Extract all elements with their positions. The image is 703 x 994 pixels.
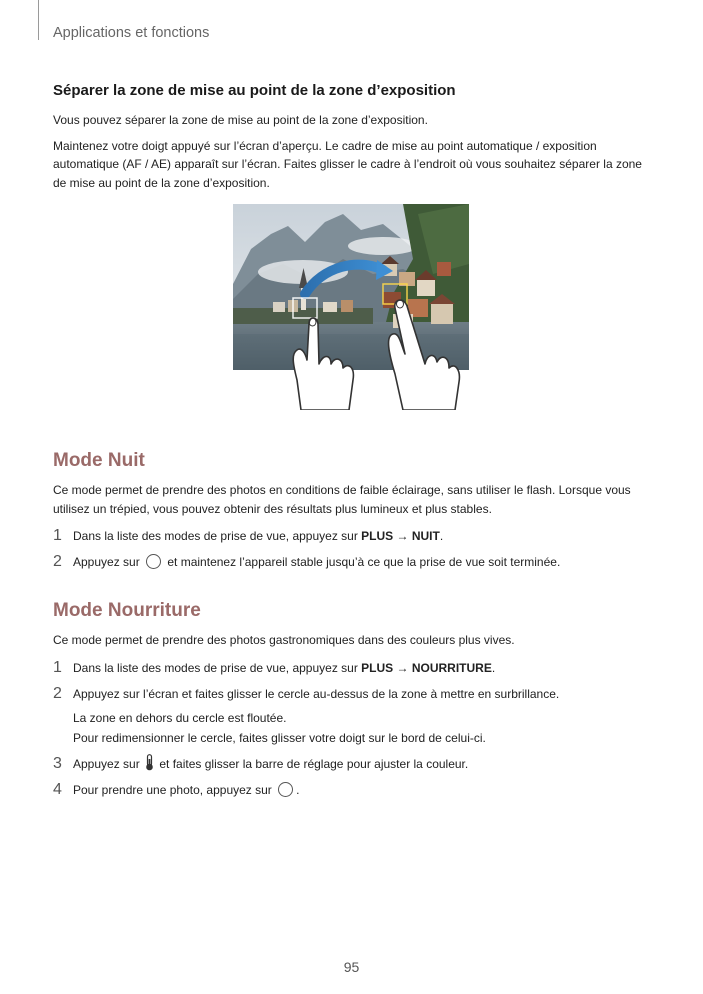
page-header: Applications et fonctions	[53, 25, 210, 41]
finger-gesture-drawing	[233, 204, 473, 410]
focus-section-para-2: Maintenez votre doigt appuyé sur l’écran d’aperçu. Le cadre de mise au point automatique / exposition automatique (AF / AE) apparaît sur l’écran. Faites glisser le cadre à l’endroit où vous souhaitez séparer la zone de mise au point de la zone d’exposition.	[53, 138, 642, 190]
page-number: 95	[343, 959, 360, 975]
step-number: 3	[53, 754, 62, 772]
focus-exposure-illustration	[233, 204, 473, 410]
night-step-2: 2 Appuyez sur et maintenez l’appareil stable jusqu’à ce que la prise de vue soit terminée.	[53, 553, 561, 570]
step-number: 2	[53, 553, 62, 570]
food-step-2-detail-1: La zone en dehors du cercle est floutée.	[73, 710, 287, 725]
step-number: 4	[53, 780, 62, 798]
step-number: 1	[53, 658, 62, 676]
shutter-circle-icon	[278, 782, 293, 797]
thermometer-icon	[145, 754, 154, 771]
food-step-3: 3 Appuyez sur et faites glisser la barre de réglage pour ajuster la couleur.	[53, 754, 469, 772]
menu-path: PLUS → NOURRITURE	[361, 660, 492, 675]
focus-section-para-1: Vous pouvez séparer la zone de mise au point de la zone d’exposition.	[53, 113, 428, 127]
margin-rule	[38, 0, 39, 40]
night-mode-desc: Ce mode permet de prendre des photos en conditions de faible éclairage, sans utiliser le flash. Lorsque vous utilisez un trépied, vous pouvez obtenir des résultats plus lumineux et plus stables.	[53, 483, 631, 516]
menu-path: PLUS → NUIT	[361, 529, 440, 543]
food-step-2: 2 Appuyez sur l’écran et faites glisser le cercle au-dessus de la zone à mettre en surbrillance.	[53, 684, 560, 702]
shutter-circle-icon	[146, 554, 161, 569]
page-content	[53, 82, 653, 806]
food-step-4: 4 Pour prendre une photo, appuyez sur .	[53, 780, 300, 798]
step-number: 1	[53, 527, 62, 544]
night-mode-title: Mode Nuit	[53, 450, 145, 471]
step-number: 2	[53, 684, 62, 702]
night-step-1: 1 Dans la liste des modes de prise de vue, appuyez sur PLUS → NUIT.	[53, 527, 444, 544]
food-step-1: 1 Dans la liste des modes de prise de vue, appuyez sur PLUS → NOURRITURE.	[53, 658, 496, 676]
food-step-2-detail-2: Pour redimensionner le cercle, faites glisser votre doigt sur le bord de celui-ci.	[73, 730, 486, 745]
food-mode-title: Mode Nourriture	[53, 600, 201, 621]
focus-section-heading: Séparer la zone de mise au point de la zone d’exposition	[53, 82, 456, 99]
food-mode-desc: Ce mode permet de prendre des photos gastronomiques dans des couleurs plus vives.	[53, 633, 515, 647]
